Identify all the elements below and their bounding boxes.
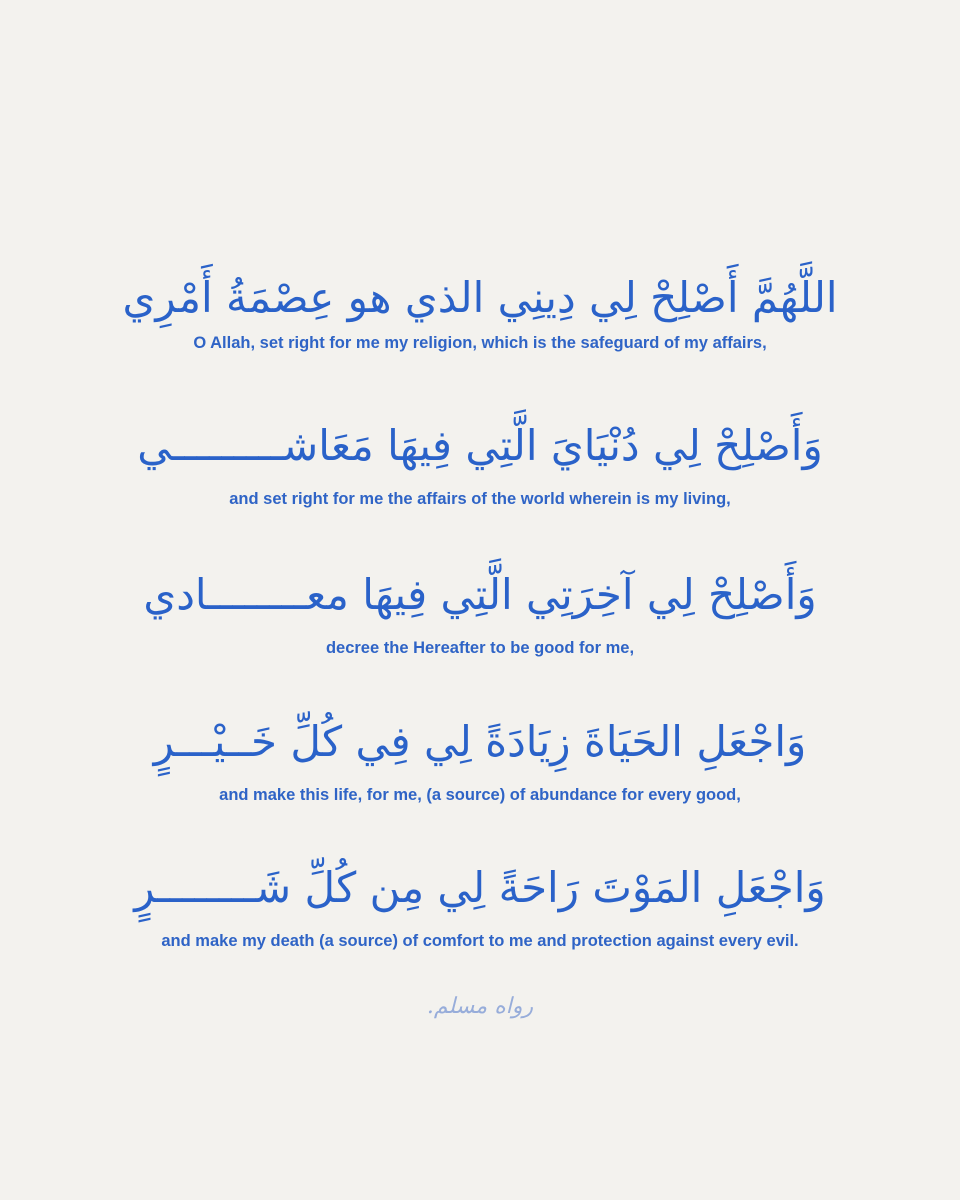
arabic-line-4: وَاجْعَلِ الحَيَاةَ زِيَادَةً لِي فِي كُلِّ خَــيْـــرٍ	[153, 717, 807, 766]
english-translation-5: and make my death (a source) of comfort to me and protection against every evil.	[161, 932, 799, 950]
verse-block-1	[0, 268, 960, 354]
english-translation-4: and make this life, for me, (a source) of abundance for every good,	[219, 786, 741, 804]
hadith-source-attribution: رواه مسلم.	[426, 994, 534, 1019]
english-translation-1: O Allah, set right for me my religion, which is the safeguard of my affairs,	[193, 334, 767, 352]
arabic-line-5: وَاجْعَلِ المَوْتَ رَاحَةً لِي مِن كُلِّ شَــــــــرٍ	[134, 863, 826, 912]
arabic-line-1: اللَّهُمَّ أَصْلِحْ لِي دِينِي الذي هو عِصْمَةُ أَمْرِي	[122, 273, 838, 322]
verse-block-5	[0, 858, 960, 952]
english-translation-3: decree the Hereafter to be good for me,	[325, 639, 635, 657]
verse-block-4	[0, 712, 960, 806]
verse-block-2	[0, 416, 960, 510]
verse-block-3	[0, 565, 960, 659]
arabic-line-3: وَأَصْلِحْ لِي آخِرَتِي الَّتِي فِيهَا معــــــــادي	[143, 570, 817, 619]
arabic-line-2: وَأَصْلِحْ لِي دُنْيَايَ الَّتِي فِيهَا مَعَاشـــــــــي	[137, 421, 823, 470]
english-translation-2: and set right for me the affairs of the world wherein is my living,	[229, 490, 731, 508]
